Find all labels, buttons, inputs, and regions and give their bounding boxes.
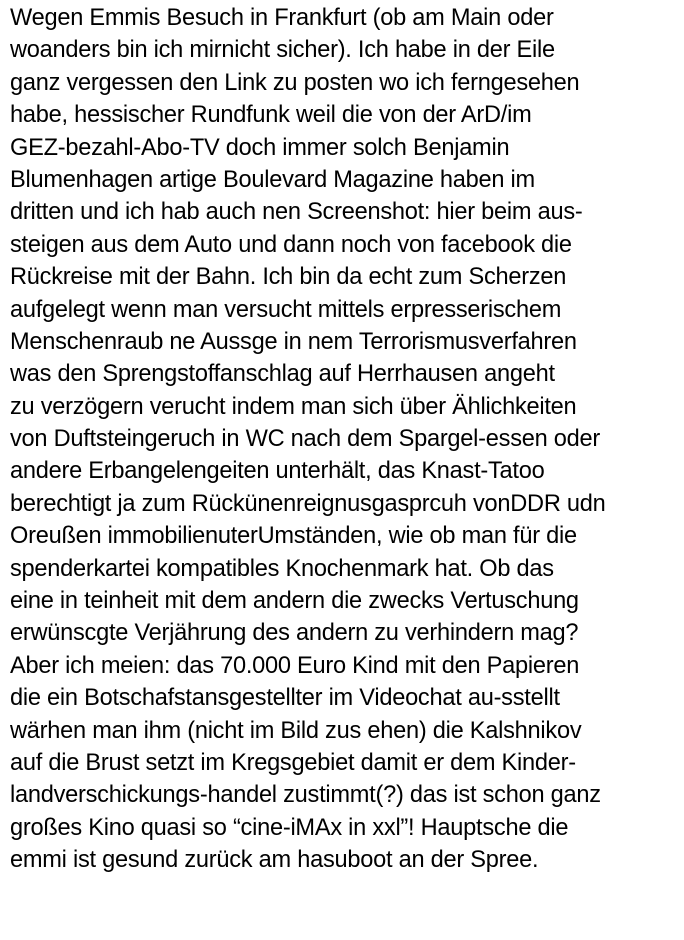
text-line-21: Aber ich meien: das 70.000 Euro Kind mit den Papieren — [10, 652, 580, 679]
text-line-17: Oreußen immobilienuterUmständen, wie ob man für die — [10, 523, 577, 550]
text-line-2: woanders bin ich mirnicht sicher). Ich habe in der Eile — [10, 37, 555, 64]
text-line-18: spenderkartei kompatibles Knochenmark hat. Ob das — [10, 555, 554, 582]
text-line-15: andere Erbangelengeiten unterhält, das Knast-Tatoo — [10, 458, 545, 485]
text-line-16: berechtigt ja zum Rückünenreignusgasprcuh vonDDR udn — [10, 490, 606, 517]
text-line-6: Blumenhagen artige Boulevard Magazine haben im — [10, 166, 535, 193]
text-line-5: GEZ-bezahl-Abo-TV doch immer solch Benjamin — [10, 134, 510, 161]
text-line-3: ganz vergessen den Link zu posten wo ich ferngesehen — [10, 69, 580, 96]
text-line-10: aufgelegt wenn man versucht mittels erpresserischem — [10, 296, 562, 323]
text-line-23: wärhen man ihm (nicht im Bild zus ehen) die Kalshnikov — [10, 717, 582, 744]
text-line-20: erwünscgte Verjährung des andern zu verhindern mag? — [10, 620, 579, 647]
text-line-22: die ein Botschafstansgestellter im Videochat au-sstellt — [10, 685, 560, 712]
text-line-13: zu verzögern verucht indem man sich über Ählichkeiten — [10, 393, 577, 420]
text-line-11: Menschenraub ne Aussge in nem Terrorismusverfahren — [10, 328, 577, 355]
text-line-19: eine in teinheit mit dem andern die zwecks Vertuschung — [10, 588, 579, 615]
text-line-26: großes Kino quasi so “cine-iMAx in xxl”! Hauptsche die — [10, 814, 569, 841]
body-text — [10, 2, 682, 877]
text-line-12: was den Sprengstoffanschlag auf Herrhausen angeht — [10, 361, 555, 388]
text-line-4: habe, hessischer Rundfunk weil die von der ArD/im — [10, 102, 532, 129]
text-line-24: auf die Brust setzt im Kregsgebiet damit er dem Kinder- — [10, 749, 576, 776]
text-line-1: Wegen Emmis Besuch in Frankfurt (ob am Main oder — [10, 5, 554, 31]
text-line-7: dritten und ich hab auch nen Screenshot: hier beim aus- — [10, 199, 583, 226]
text-line-27: emmi ist gesund zurück am hasuboot an der Spree. — [10, 847, 539, 874]
text-line-9: Rückreise mit der Bahn. Ich bin da echt zum Scherzen — [10, 264, 567, 291]
text-line-8: steigen aus dem Auto und dann noch von facebook die — [10, 231, 572, 258]
text-line-14: von Duftsteingeruch in WC nach dem Spargel-essen oder — [10, 426, 601, 453]
text-line-25: landverschickungs-handel zustimmt(?) das ist schon ganz — [10, 782, 601, 809]
